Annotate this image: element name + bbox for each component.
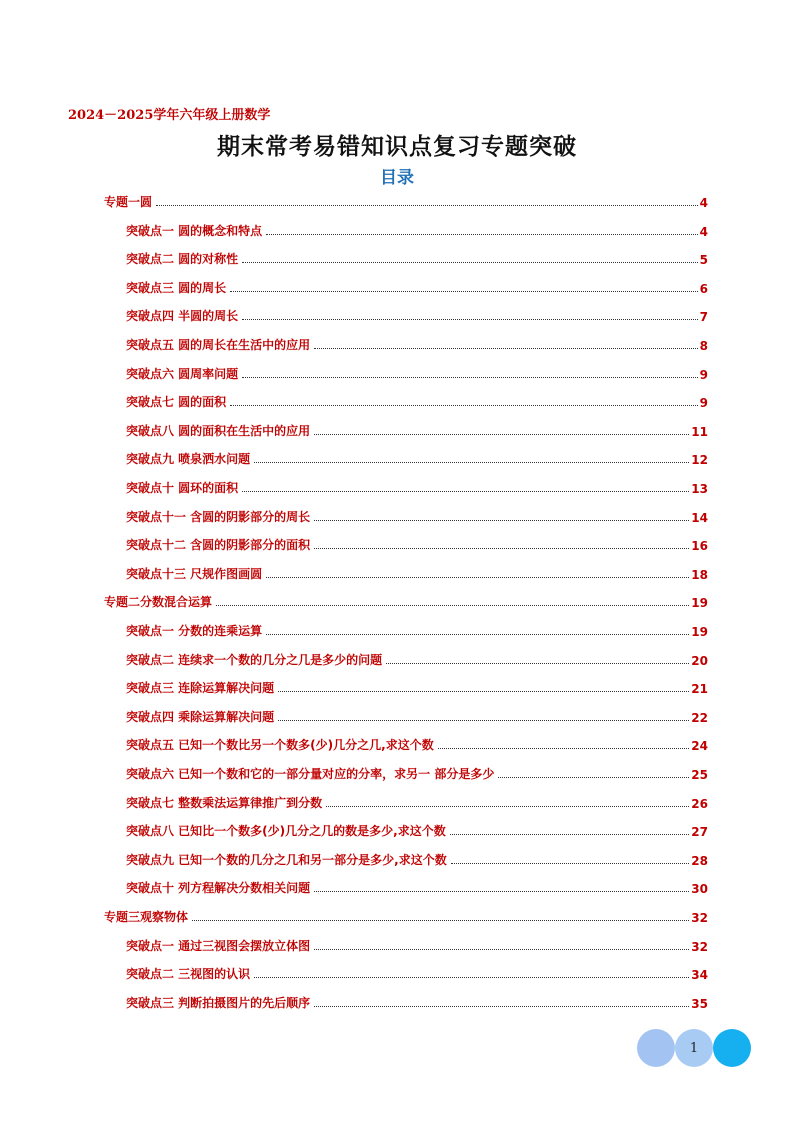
toc-entry-label: 突破点九 喷泉洒水问题 [126, 452, 251, 467]
toc-entry-page-number: 7 [699, 310, 708, 325]
toc-entry-label: 专题一圆 [104, 195, 153, 209]
toc-dot-leader [254, 462, 689, 463]
toc-section-entry[interactable] [126, 648, 708, 668]
toc-entry-label: 突破点八 圆的面积在生活中的应用 [126, 423, 311, 438]
toc-chapter-entry[interactable] [104, 590, 708, 610]
toc-dot-leader [314, 548, 689, 549]
toc-entry-page-number: 19 [691, 596, 708, 611]
toc-entry-label: 突破点十二 含圆的阴影部分的面积 [126, 538, 311, 553]
toc-entry-label: 突破点三 圆的周长 [126, 280, 227, 295]
toc-entry-label: 突破点二 圆的对称性 [126, 252, 239, 267]
toc-dot-leader [266, 577, 689, 578]
toc-entry-label: 突破点六 已知一个数和它的一部分量对应的分率，求另一 部分是多少 [126, 767, 495, 781]
toc-entry-label: 突破点三 判断拍摄图片的先后顺序 [126, 995, 311, 1010]
toc-section-entry[interactable] [126, 390, 708, 410]
toc-section-entry[interactable] [126, 876, 708, 896]
toc-section-entry[interactable] [126, 733, 708, 753]
toc-dot-leader [278, 720, 689, 721]
toc-chapter-entry[interactable] [104, 905, 708, 925]
toc-section-entry[interactable] [126, 304, 708, 324]
toc-entry-page-number: 4 [699, 196, 708, 210]
toc-dot-leader [314, 1006, 689, 1007]
toc-entry-page-number: 19 [691, 625, 708, 639]
toc-section-entry[interactable] [126, 848, 708, 868]
toc-entry-page-number: 21 [691, 682, 708, 697]
toc-dot-leader [451, 863, 690, 864]
toc-section-entry[interactable] [126, 991, 708, 1011]
toc-entry-label: 突破点一 分数的连乘运算 [126, 624, 263, 638]
toc-entry-label: 突破点十 圆环的面积 [126, 481, 239, 495]
toc-dot-leader [266, 234, 697, 235]
toc-section-entry[interactable] [126, 762, 708, 782]
toc-entry-page-number: 11 [691, 424, 708, 439]
toc-dot-leader [438, 748, 690, 749]
toc-entry-label: 突破点四 乘除运算解决问题 [126, 709, 275, 724]
toc-entry-page-number: 32 [691, 939, 708, 954]
toc-dot-leader [230, 291, 697, 292]
toc-entry-label: 突破点四 半圆的周长 [126, 309, 239, 324]
toc-entry-label: 突破点十 列方程解决分数相关问题 [126, 881, 311, 896]
toc-dot-leader [254, 977, 689, 978]
toc-dot-leader [314, 348, 697, 349]
toc-entry-page-number: 26 [691, 796, 708, 811]
toc-dot-leader [314, 520, 689, 521]
toc-dot-leader [326, 806, 689, 807]
toc-entry-page-number: 27 [691, 825, 708, 840]
toc-dot-leader [230, 405, 697, 406]
toc-dot-leader [266, 634, 689, 635]
toc-entry-page-number: 34 [691, 968, 708, 983]
toc-entry-label: 突破点八 已知比一个数多(少)几分之几的数是多少,求这个数 [126, 824, 446, 839]
toc-entry-label: 突破点五 已知一个数比另一个数多(少)几分之几,求这个数 [126, 738, 434, 753]
toc-entry-label: 突破点六 圆周率问题 [126, 366, 239, 381]
toc-entry-label: 突破点五 圆的周长在生活中的应用 [126, 338, 311, 352]
toc-dot-leader [314, 949, 689, 950]
toc-entry-label: 突破点一 圆的概念和特点 [126, 223, 263, 238]
toc-chapter-entry[interactable] [104, 190, 708, 210]
toc-section-entry[interactable] [126, 419, 708, 439]
toc-heading: 目录 [380, 168, 414, 188]
toc-entry-page-number: 30 [691, 882, 708, 897]
toc-entry-page-number: 22 [691, 710, 708, 725]
toc-entry-page-number: 9 [699, 396, 708, 411]
toc-dot-leader [156, 205, 698, 206]
toc-section-entry[interactable] [126, 476, 708, 496]
toc-entry-page-number: 13 [691, 482, 708, 496]
toc-entry-page-number: 12 [691, 453, 708, 468]
toc-section-entry[interactable] [126, 247, 708, 267]
toc-entry-page-number: 32 [691, 911, 708, 925]
toc-section-entry[interactable] [126, 333, 708, 353]
toc-entry-page-number: 5 [699, 253, 708, 268]
toc-entry-page-number: 28 [691, 853, 708, 868]
toc-entry-label: 突破点七 圆的面积 [126, 395, 227, 410]
toc-entry-label: 突破点二 连续求一个数的几分之几是多少的问题 [126, 652, 383, 667]
toc-entry-label: 突破点三 连除运算解决问题 [126, 681, 275, 696]
toc-section-entry[interactable] [126, 505, 708, 525]
document-title: 期末常考易错知识点复习专题突破 [217, 134, 577, 160]
toc-entry-page-number: 24 [691, 739, 708, 754]
toc-entry-page-number: 14 [691, 510, 708, 525]
toc-entry-label: 突破点九 已知一个数的几分之几和另一部分是多少,求这个数 [126, 852, 447, 867]
toc-entry-page-number: 9 [699, 367, 708, 382]
toc-section-entry[interactable] [126, 819, 708, 839]
toc-dot-leader [314, 891, 689, 892]
toc-section-entry[interactable] [126, 533, 708, 553]
toc-entry-label: 突破点十三 尺规作图画圆 [126, 566, 263, 581]
toc-dot-leader [242, 377, 697, 378]
toc-section-entry[interactable] [126, 705, 708, 725]
toc-entry-page-number: 16 [691, 539, 708, 554]
toc-dot-leader [314, 434, 689, 435]
toc-entry-page-number: 35 [691, 996, 708, 1011]
toc-section-entry[interactable] [126, 276, 708, 296]
toc-entry-page-number: 4 [699, 224, 708, 239]
toc-section-entry[interactable] [126, 619, 708, 639]
toc-dot-leader [242, 319, 697, 320]
toc-section-entry[interactable] [126, 962, 708, 982]
document-subject-line: 2024－2025学年六年级上册数学 [68, 108, 271, 123]
toc-section-entry[interactable] [126, 562, 708, 582]
toc-entry-page-number: 25 [691, 768, 708, 782]
toc-entry-label: 专题二分数混合运算 [104, 595, 213, 610]
toc-entry-label: 突破点一 通过三视图会摆放立体图 [126, 938, 311, 953]
toc-entry-page-number: 18 [691, 567, 708, 582]
toc-dot-leader [242, 262, 697, 263]
toc-dot-leader [216, 605, 689, 606]
toc-dot-leader [242, 491, 689, 492]
toc-entry-page-number: 20 [691, 653, 708, 668]
toc-section-entry[interactable] [126, 934, 708, 954]
toc-dot-leader [498, 777, 689, 778]
toc-dot-leader [192, 920, 689, 921]
page-number: 1 [689, 1040, 699, 1056]
toc-section-entry[interactable] [126, 791, 708, 811]
toc-entry-label: 突破点七 整数乘法运算律推广到分数 [126, 795, 323, 810]
toc-entry-label: 突破点十一 含圆的阴影部分的周长 [126, 509, 311, 524]
toc-dot-leader [278, 691, 689, 692]
toc-entry-label: 专题三观察物体 [104, 910, 189, 924]
toc-section-entry[interactable] [126, 362, 708, 382]
toc-dot-leader [386, 663, 689, 664]
toc-dot-leader [450, 834, 690, 835]
footer-decor-circle-left [637, 1029, 675, 1067]
toc-section-entry[interactable] [126, 447, 708, 467]
toc-section-entry[interactable] [126, 219, 708, 239]
toc-entry-label: 突破点二 三视图的认识 [126, 967, 251, 982]
toc-entry-page-number: 6 [699, 281, 708, 296]
toc-section-entry[interactable] [126, 676, 708, 696]
footer-decor-circle-right [713, 1029, 751, 1067]
toc-entry-page-number: 8 [699, 339, 708, 353]
